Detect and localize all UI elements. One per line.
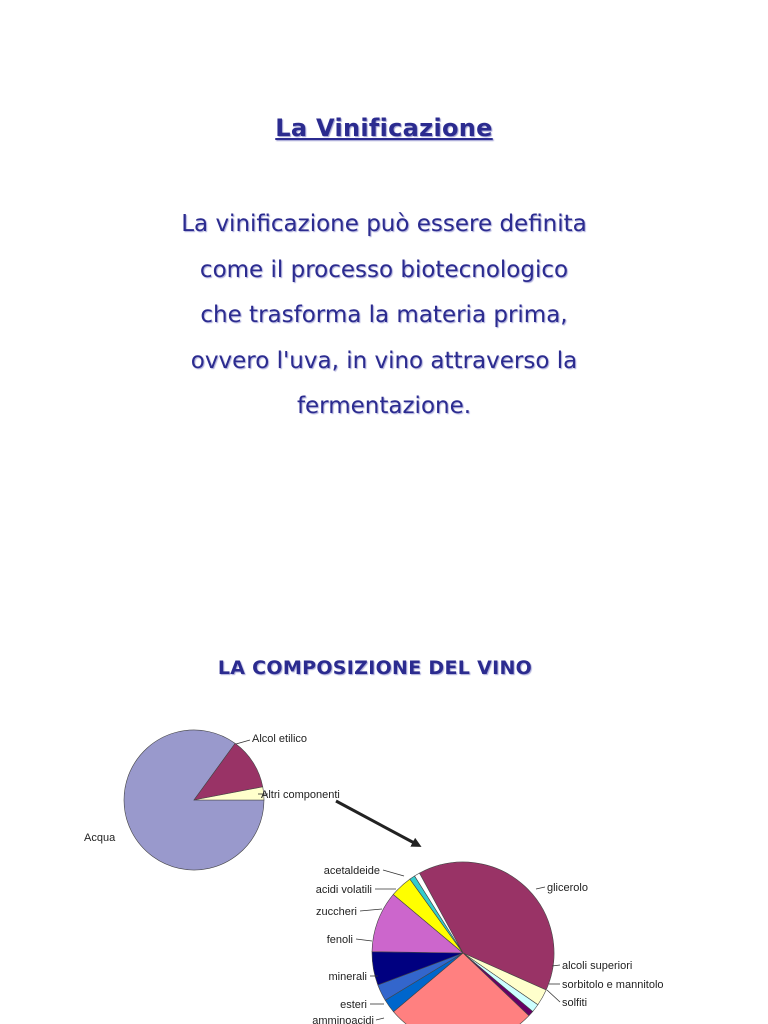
pie-label-sorbitolo-e-mannitolo: sorbitolo e mannitolo [562,979,664,991]
intro-line: ovvero l'uva, in vino attraverso la [190,347,578,374]
pie-label-alcol-etilico: Alcol etilico [252,733,308,745]
pie-label-acidi-volatili: acidi volatili [315,884,372,896]
intro-line: La vinificazione può essere definita [181,211,587,237]
pie-chart-wine-main [84,730,340,870]
pie-label-minerali: minerali [328,971,367,983]
leader-line [383,870,404,876]
pie-label-esteri: esteri [340,999,367,1011]
pie-label-amminoacidi: amminoacidi [312,1015,374,1024]
leader-line [236,740,250,744]
document-title: La Vinificazione [275,114,493,142]
leader-line [360,909,382,911]
pie-label-acqua: Acqua [84,832,116,844]
intro-line: fermentazione. [296,393,472,419]
pie-label-solfiti: solfiti [562,997,588,1009]
leader-line [376,1018,384,1020]
arrow-icon [336,801,418,845]
leader-line [547,990,560,1002]
pie-label-alcoli-superiori: alcoli superiori [562,960,633,972]
intro-line: come il processo biotecnologico [199,256,569,283]
intro-line: che trasforma la materia prima, [200,302,568,328]
pie-label-zuccheri: zuccheri [316,906,357,918]
leader-line [536,887,545,889]
pie-label-glicerolo: glicerolo [547,882,588,894]
pie-chart-other-components [312,862,663,1024]
section-title: LA COMPOSIZIONE DEL VINO [217,657,533,679]
pie-label-fenoli: fenoli [326,934,353,946]
leader-line [356,939,372,941]
pie-label-altri-componenti: Altri componenti [261,789,340,801]
pie-label-acetaldeide: acetaldeide [323,865,380,877]
